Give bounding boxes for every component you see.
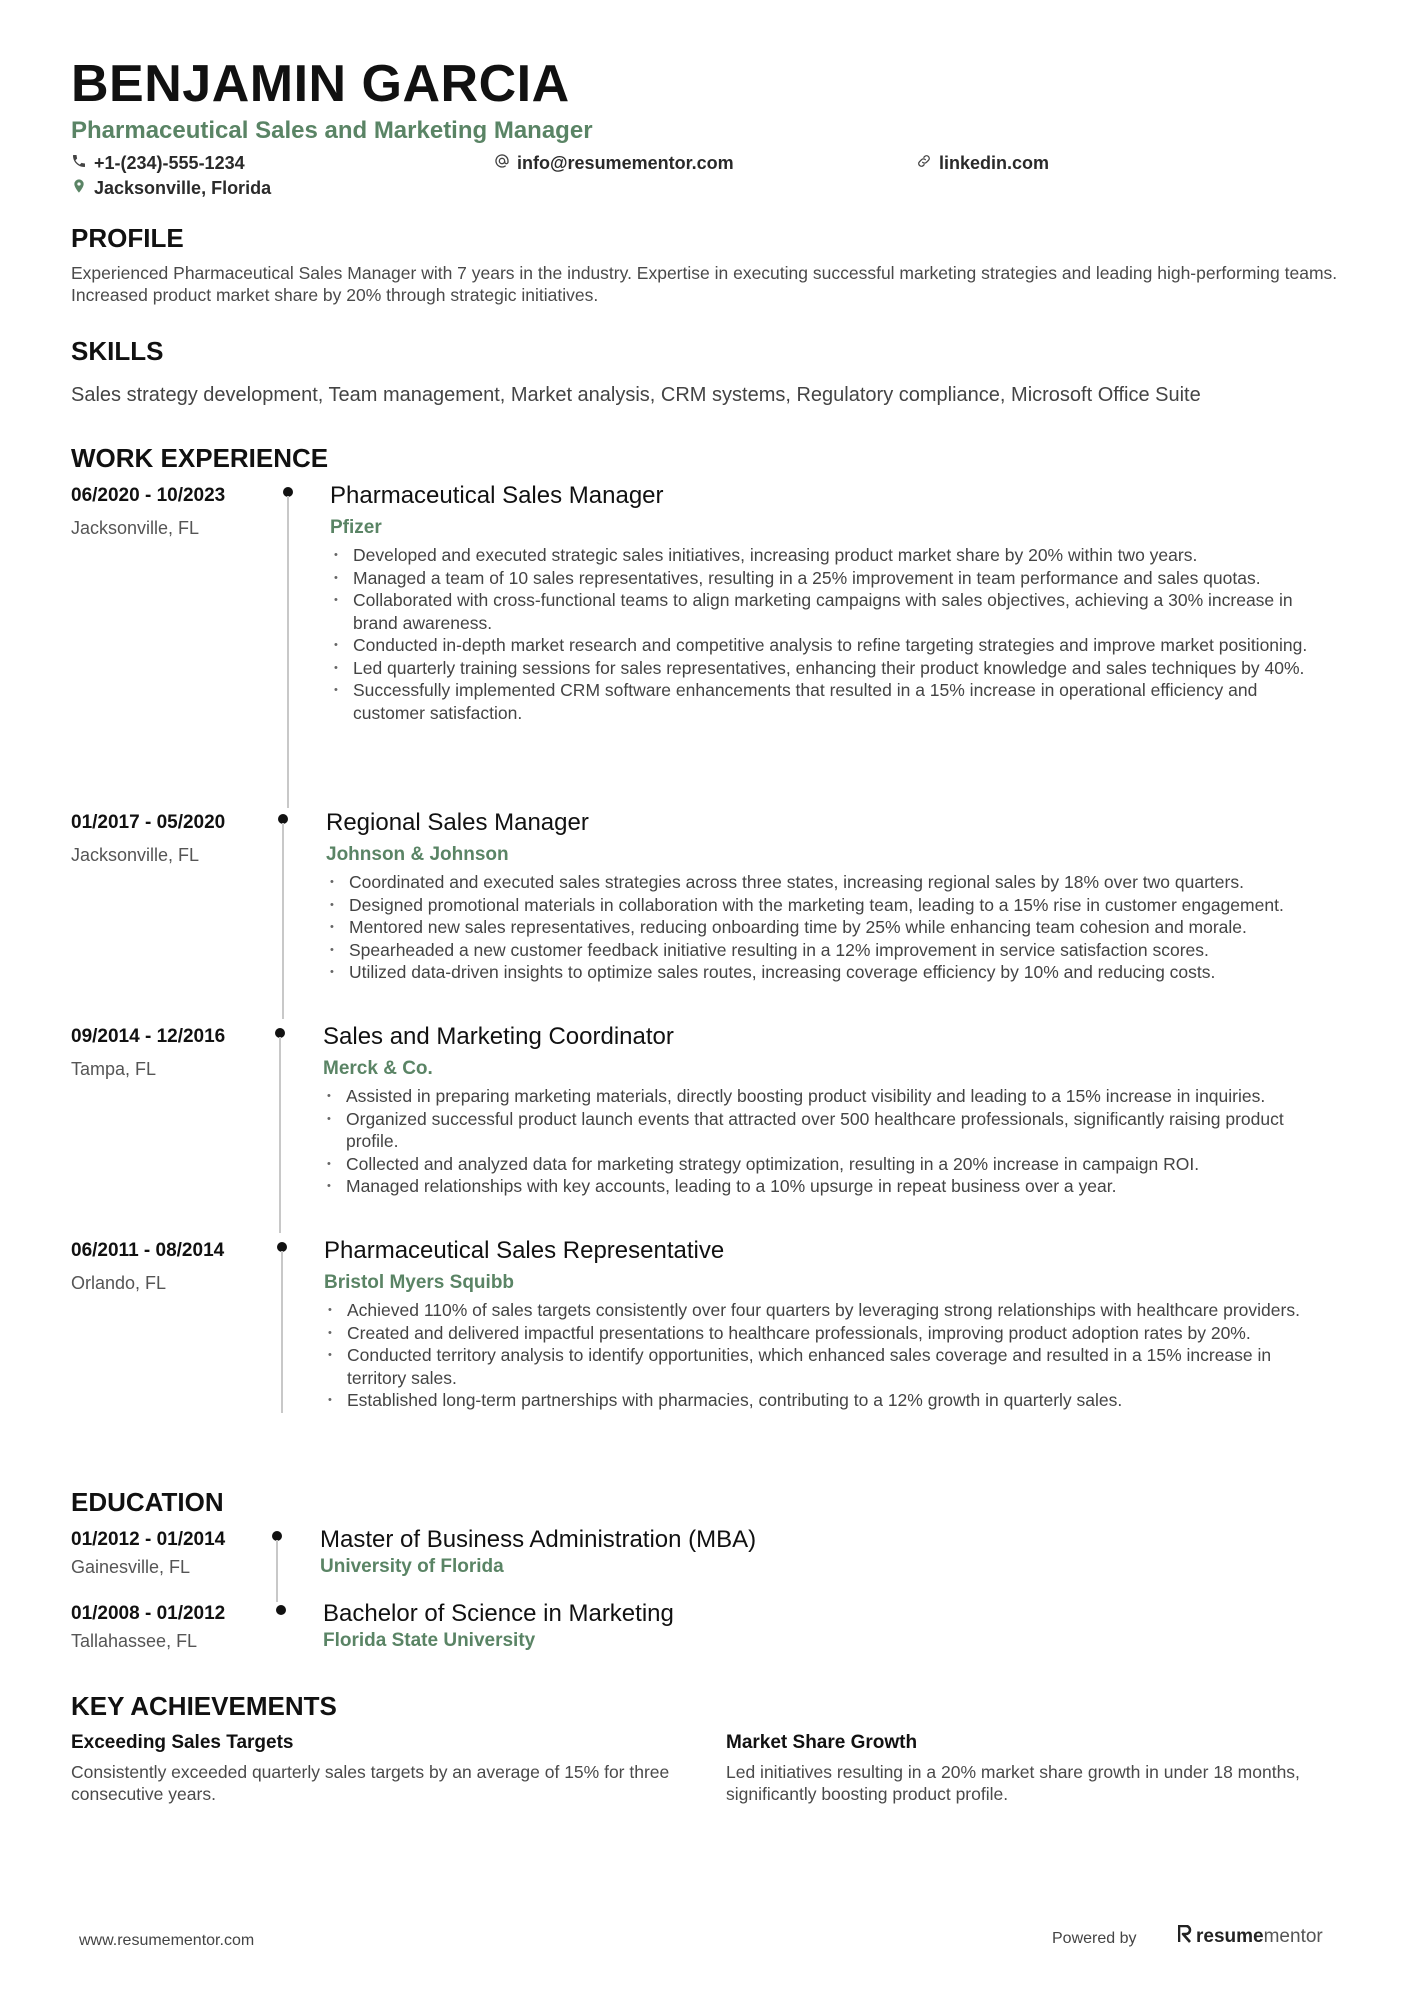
job-bullets	[326, 871, 1346, 984]
work-experience-heading: WORK EXPERIENCE	[71, 443, 329, 473]
job-bullet: • Conducted territory analysis to identify opportunities, which enhanced sales coverage and resulted in a 15% increase in territory sales.	[324, 1344, 1334, 1389]
job-bullet: • Achieved 110% of sales targets consistently over four quarters by leveraging strong relationships with healthcare providers.	[324, 1299, 1334, 1322]
job-role: Sales and Marketing Coordinator	[323, 1023, 674, 1050]
job-company: Pfizer	[330, 517, 382, 538]
education-location: Tallahassee, FL	[71, 1631, 198, 1651]
job-location: Jacksonville, FL	[71, 518, 200, 538]
education-school: Florida State University	[323, 1630, 536, 1651]
job-location: Jacksonville, FL	[71, 845, 200, 865]
job-role: Regional Sales Manager	[326, 809, 589, 836]
job-bullet: • Managed a team of 10 sales representatives, resulting in a 25% improvement in team performance and sales quotas.	[330, 567, 1330, 590]
job-bullet: • Organized successful product launch events that attracted over 500 healthcare professionals, significantly raising product profile.	[323, 1108, 1333, 1153]
job-bullet: • Collaborated with cross-functional teams to align marketing campaigns with sales objectives, achieving a 30% increase in brand awareness.	[330, 589, 1330, 634]
education-dates: 01/2008 - 01/2012	[71, 1603, 226, 1624]
timeline-line	[282, 823, 284, 1019]
job-bullets	[324, 1299, 1334, 1412]
education-degree: Bachelor of Science in Marketing	[323, 1600, 674, 1627]
achievement-title: Exceeding Sales Targets	[71, 1732, 294, 1753]
timeline-line	[276, 1540, 278, 1602]
job-location: Orlando, FL	[71, 1273, 167, 1293]
brand-name-light: mentor	[1263, 1926, 1323, 1947]
job-location: Tampa, FL	[71, 1059, 157, 1079]
timeline-line	[281, 1251, 283, 1413]
brand-name-bold: resume	[1196, 1926, 1264, 1947]
achievement-text: Led initiatives resulting in a 20% market share growth in under 18 months, significantly boosting product profile.	[726, 1762, 1300, 1804]
job-bullet: • Designed promotional materials in collaboration with the marketing team, leading to a 15% rise in customer engagement.	[326, 894, 1346, 917]
education-school: University of Florida	[320, 1556, 504, 1577]
brand-logo[interactable]	[1178, 1925, 1323, 1949]
footer-website-link[interactable]: www.resumementor.com	[79, 1932, 255, 1949]
candidate-title: Pharmaceutical Sales and Marketing Manager	[71, 117, 593, 144]
job-bullet: • Established long-term partnerships with pharmacies, contributing to a 12% growth in quarterly sales.	[324, 1389, 1334, 1412]
job-bullet: • Successfully implemented CRM software enhancements that resulted in a 15% increase in operational efficiency and customer satisfaction.	[330, 679, 1330, 724]
education-degree: Master of Business Administration (MBA)	[320, 1526, 757, 1553]
job-dates: 06/2011 - 08/2014	[71, 1240, 225, 1261]
at-icon	[494, 153, 510, 172]
timeline-line	[279, 1037, 281, 1233]
contact-phone	[71, 153, 245, 172]
profile-text: Experienced Pharmaceutical Sales Manager with 7 years in the industry. Expertise in executing successful marketing strategies and leading high-performing teams. Increased product market share by 20% through strategic initiatives.	[71, 263, 1338, 305]
job-bullet: • Created and delivered impactful presentations to healthcare professionals, improving product adoption rates by 20%.	[324, 1322, 1334, 1345]
job-company: Bristol Myers Squibb	[324, 1272, 515, 1293]
job-bullet: • Mentored new sales representatives, reducing onboarding time by 25% while enhancing team cohesion and morale.	[326, 916, 1346, 939]
job-bullet: • Utilized data-driven insights to optimize sales routes, increasing coverage efficiency by 10% and reducing costs.	[326, 961, 1346, 984]
job-dates: 06/2020 - 10/2023	[71, 485, 226, 506]
resumementor-logo-icon	[1178, 1925, 1192, 1949]
job-bullet: • Coordinated and executed sales strategies across three states, increasing regional sales by 18% over two quarters.	[326, 871, 1346, 894]
skills-heading: SKILLS	[71, 336, 164, 366]
job-company: Merck & Co.	[323, 1058, 433, 1079]
link-icon	[916, 153, 932, 172]
job-bullets	[330, 544, 1330, 724]
job-role: Pharmaceutical Sales Representative	[324, 1237, 725, 1264]
map-pin-icon	[71, 178, 87, 197]
achievement-text: Consistently exceeded quarterly sales targets by an average of 15% for three consecutive years.	[71, 1762, 670, 1804]
timeline-dot	[276, 1605, 286, 1615]
job-dates: 01/2017 - 05/2020	[71, 812, 226, 833]
education-heading: EDUCATION	[71, 1487, 224, 1517]
key-achievements-heading: KEY ACHIEVEMENTS	[71, 1691, 337, 1721]
phone-text: +1-(234)-555-1234	[94, 152, 245, 173]
job-bullet: • Collected and analyzed data for marketing strategy optimization, resulting in a 20% increase in campaign ROI.	[323, 1153, 1333, 1176]
job-bullet: • Managed relationships with key accounts, leading to a 10% upsurge in repeat business over a year.	[323, 1175, 1333, 1198]
contact-location	[71, 178, 271, 197]
job-dates: 09/2014 - 12/2016	[71, 1026, 226, 1047]
profile-heading: PROFILE	[71, 223, 184, 253]
skills-text: Sales strategy development, Team management, Market analysis, CRM systems, Regulatory compliance, Microsoft Office Suite	[71, 384, 1201, 406]
job-bullets	[323, 1085, 1333, 1198]
job-bullet: • Spearheaded a new customer feedback initiative resulting in a 12% improvement in service satisfaction scores.	[326, 939, 1346, 962]
job-role: Pharmaceutical Sales Manager	[330, 482, 664, 509]
achievement-title: Market Share Growth	[726, 1732, 918, 1753]
job-bullet: • Developed and executed strategic sales initiatives, increasing product market share by 20% within two years.	[330, 544, 1330, 567]
contact-linkedin	[916, 153, 1049, 172]
job-bullet: • Led quarterly training sessions for sales representatives, enhancing their product knowledge and sales techniques by 40%.	[330, 657, 1330, 680]
email-text[interactable]: info@resumementor.com	[517, 152, 734, 173]
candidate-name: BENJAMIN GARCIA	[71, 55, 570, 113]
contact-email	[494, 153, 734, 172]
education-location: Gainesville, FL	[71, 1557, 191, 1577]
education-dates: 01/2012 - 01/2014	[71, 1529, 226, 1550]
job-bullet: • Conducted in-depth market research and competitive analysis to refine targeting strategies and improve market positioning.	[330, 634, 1330, 657]
powered-by-label: Powered by	[1052, 1930, 1137, 1947]
location-text: Jacksonville, Florida	[94, 177, 272, 198]
timeline-line	[287, 496, 289, 808]
job-company: Johnson & Johnson	[326, 844, 509, 865]
job-bullet: • Assisted in preparing marketing materials, directly boosting product visibility and leading to a 15% increase in inquiries.	[323, 1085, 1333, 1108]
linkedin-text[interactable]: linkedin.com	[939, 152, 1050, 173]
phone-icon	[71, 153, 87, 172]
